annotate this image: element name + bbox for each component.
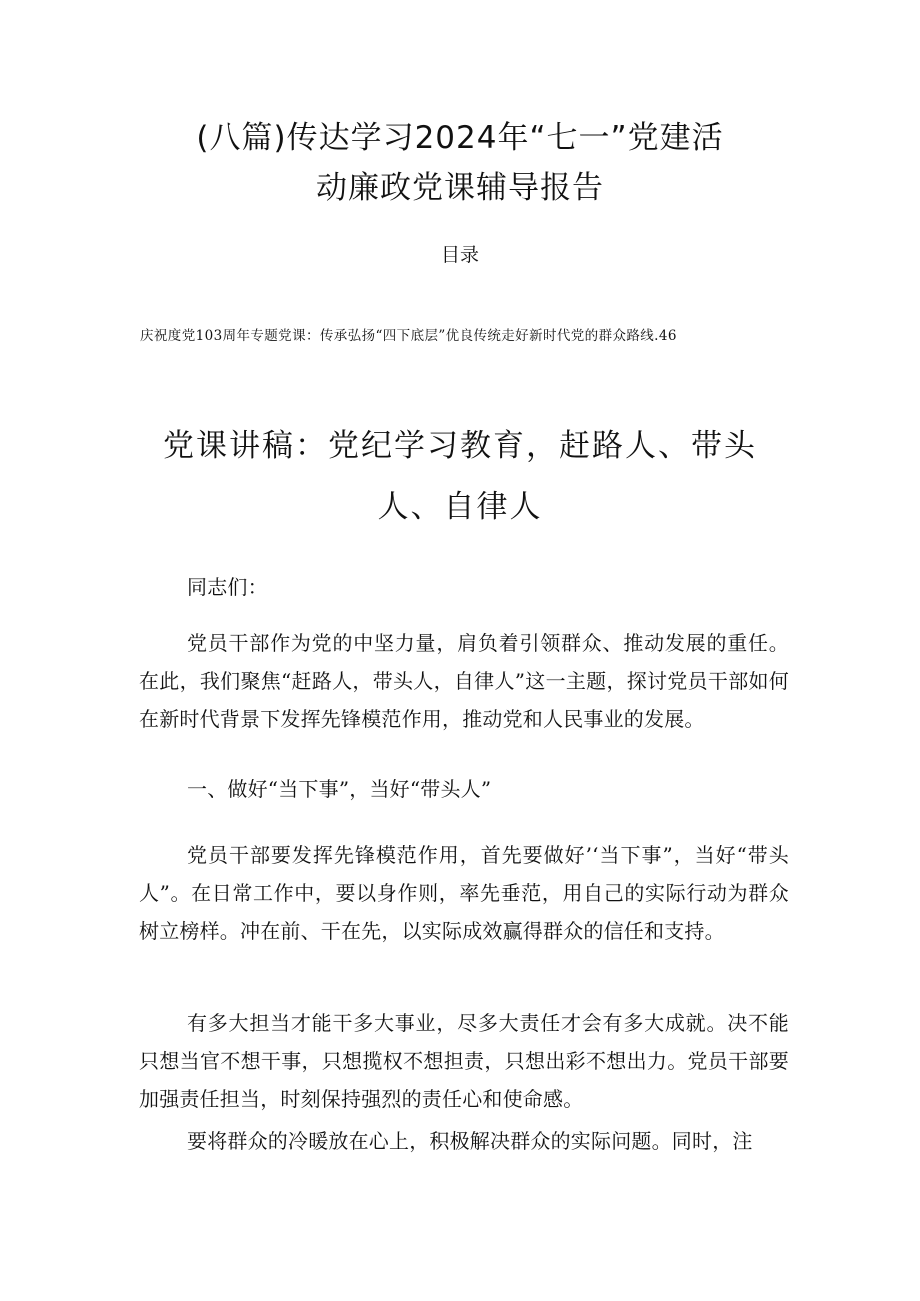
section-title-line-2: 人、自律人 — [377, 489, 543, 525]
toc-entry[interactable]: 庆祝度党103周年专题党课：传承弘扬“四下底层”优良传统走好新时代党的群众路线.46 — [140, 328, 677, 344]
document-title-line-2: 动廉政党课辅导报告 — [316, 170, 604, 206]
body-paragraph-2: 党员干部要发挥先锋模范作用，首先要做好’‘当下事”，当好“带头人”。在日常工作中，要以身作则，率先垂范，用自己的实际行动为群众树立榜样。冲在前、干在先，以实际成效赢得群众的信任和支持。 — [139, 843, 789, 943]
toc-heading: 目录 — [440, 244, 479, 266]
body-paragraph-4: 要将群众的冷暖放在心上，积极解决群众的实际问题。同时，注 — [187, 1129, 753, 1153]
subheading-1: 一、做好“当下事”，当好“带头人” — [187, 777, 492, 801]
document-title-line-1: (八篇)传达学习2024年“七一”党建活 — [196, 120, 724, 156]
section-title-line-1: 党课讲稿：党纪学习教育，赶路人、带头 — [163, 428, 757, 464]
body-paragraph-1: 党员干部作为党的中坚力量，肩负着引领群众、推动发展的重任。在此，我们聚焦“赶路人，带头人，自律人”这一主题，探讨党员干部如何在新时代背景下发挥先锋模范作用，推动党和人民事业的发展。 — [139, 631, 789, 731]
body-paragraph-3: 有多大担当才能干多大事业，尽多大责任才会有多大成就。决不能只想当官不想干事，只想揽权不想担责，只想出彩不想出力。党员干部要加强责任担当，时刻保持强烈的责任心和使命感。 — [139, 1011, 789, 1111]
salutation: 同志们： — [187, 575, 268, 599]
